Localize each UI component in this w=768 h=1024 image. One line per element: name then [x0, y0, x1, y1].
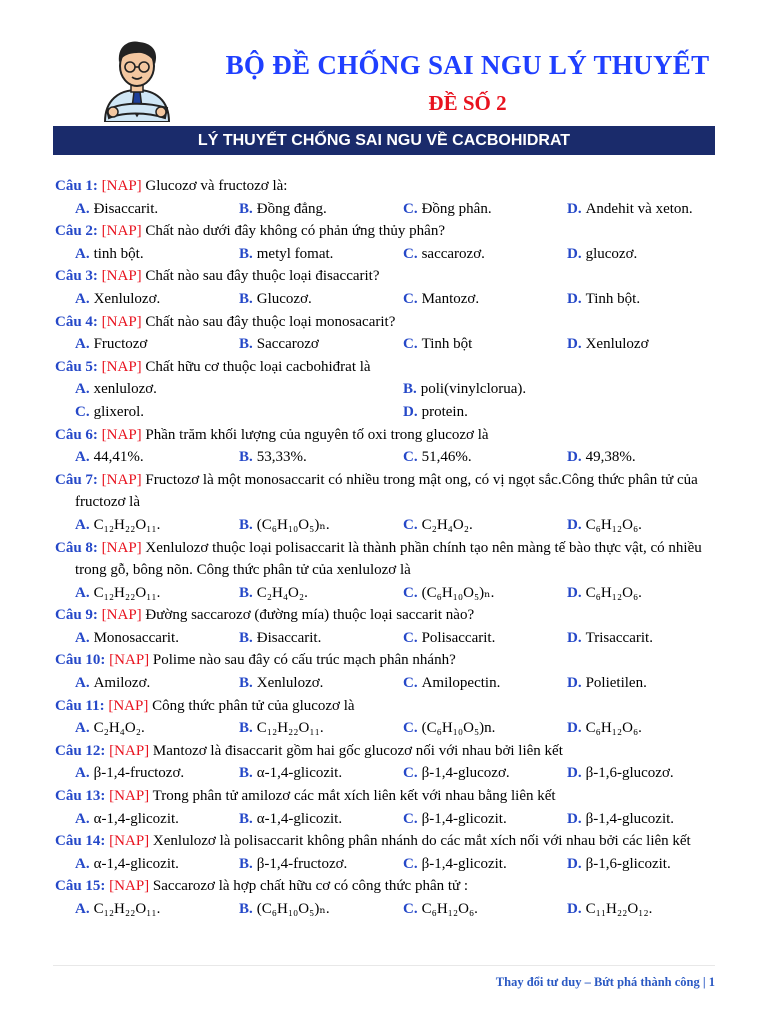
option-letter: D.	[567, 200, 582, 217]
answer-option	[403, 898, 567, 921]
option-letter: B.	[239, 336, 253, 353]
answer-option	[239, 898, 403, 921]
answer-option	[75, 672, 239, 695]
nap-tag: [NAP]	[101, 313, 142, 330]
option-text: C₂H₄O₂.	[93, 720, 145, 737]
option-letter: D.	[567, 290, 582, 307]
answer-option	[75, 198, 239, 221]
option-letter: C.	[403, 516, 418, 533]
option-letter: B.	[239, 810, 253, 827]
question-label: Câu 11:	[55, 697, 105, 714]
section-banner: LÝ THUYẾT CHỐNG SAI NGU VỀ CACBOHIDRAT	[53, 126, 715, 155]
option-letter: B.	[239, 629, 253, 646]
option-text: Mantozơ.	[421, 290, 480, 307]
option-text: α-1,4-glicozit.	[93, 855, 179, 872]
option-letter: A.	[75, 381, 90, 398]
option-text: C₁₂H₂₂O₁₁.	[93, 516, 161, 533]
question-14	[55, 830, 735, 853]
nap-tag: [NAP]	[101, 178, 142, 194]
option-letter: D.	[567, 765, 582, 782]
option-letter: D.	[567, 336, 582, 353]
question-text: Polime nào sau đây có cấu trúc mạch phân nhánh?	[152, 652, 456, 669]
question-12	[55, 740, 735, 763]
option-text: Saccarozơ	[256, 336, 319, 353]
question-text: Glucozơ và fructozơ là:	[145, 178, 288, 194]
question-label: Câu 9:	[55, 607, 98, 624]
option-letter: C.	[403, 629, 418, 646]
nap-tag: [NAP]	[101, 539, 142, 556]
answer-options	[55, 853, 735, 876]
option-text: α-1,4-glicozit.	[93, 810, 179, 827]
option-letter: B.	[239, 855, 253, 872]
option-letter: D.	[403, 403, 418, 420]
option-letter: D.	[567, 629, 582, 646]
option-text: (C₆H₁₀O₅)ₙ.	[256, 516, 330, 533]
answer-options	[55, 198, 735, 221]
option-letter: D.	[567, 810, 582, 827]
answer-option	[567, 808, 717, 831]
option-letter: D.	[567, 245, 582, 262]
question-text: Saccarozơ là hợp chất hữu cơ có công thức phân tử :	[152, 878, 469, 895]
answer-option	[567, 198, 717, 221]
question-text: Xenlulozơ thuộc loại polisaccarit là thành phần chính tạo nên màng tế bào thực vật, có nhiều trong gỗ, bông nõn. Công thức phân tử của xenlulozơ là	[75, 539, 702, 579]
option-letter: B.	[239, 516, 253, 533]
option-letter: C.	[403, 765, 418, 782]
option-letter: B.	[239, 584, 253, 601]
question-text: Phần trăm khối lượng của nguyên tố oxi trong glucozơ là	[145, 426, 489, 443]
option-letter: B.	[239, 901, 253, 917]
answer-option	[403, 514, 567, 537]
answer-option	[403, 627, 567, 650]
answer-option	[567, 672, 717, 695]
option-letter: C.	[403, 810, 418, 827]
option-text: Polisaccarit.	[421, 629, 496, 646]
answer-option	[75, 808, 239, 831]
question-label: Câu 6:	[55, 426, 98, 443]
answer-option	[75, 514, 239, 537]
answer-option	[75, 333, 239, 356]
option-letter: A.	[75, 449, 90, 466]
option-letter: B.	[239, 449, 253, 466]
option-text: xenlulozơ.	[93, 381, 157, 398]
question-label: Câu 12:	[55, 742, 106, 759]
nap-tag: [NAP]	[109, 878, 150, 895]
option-letter: D.	[567, 720, 582, 737]
option-letter: D.	[567, 516, 582, 533]
option-letter: B.	[239, 245, 253, 262]
option-text: C₆H₁₂O₆.	[585, 584, 642, 601]
question-1	[55, 175, 735, 198]
question-label: Câu 10:	[55, 652, 106, 669]
option-text: C₁₂H₂₂O₁₁.	[93, 901, 161, 917]
option-text: glucozơ.	[585, 245, 638, 262]
nap-tag: [NAP]	[101, 358, 142, 375]
nap-tag: [NAP]	[108, 697, 149, 714]
option-letter: C.	[403, 200, 418, 217]
option-text: Tinh bột.	[585, 290, 641, 307]
question-text: Chất nào sau đây thuộc loại đisaccarit?	[145, 268, 380, 285]
answer-option	[239, 627, 403, 650]
option-text: Xenlulozơ.	[93, 290, 161, 307]
option-text: Xenlulozơ.	[256, 675, 324, 692]
answer-option	[403, 672, 567, 695]
option-text: C₆H₁₂O₆.	[585, 516, 642, 533]
option-text: (C₆H₁₀O₅)ₙ.	[421, 584, 495, 601]
option-letter: C.	[403, 675, 418, 692]
option-text: (C₆H₁₀O₅)n.	[421, 720, 496, 737]
option-text: C₆H₁₂O₆.	[585, 720, 642, 737]
answer-options	[55, 243, 735, 266]
option-letter: A.	[75, 629, 90, 646]
question-text: Fructozơ là một monosaccarit có nhiều trong mật ong, có vị ngọt sắc.Công thức phân tử của fructozơ là	[75, 471, 698, 511]
answer-option	[239, 582, 403, 605]
option-text: β-1,6-glicozit.	[585, 855, 671, 872]
answer-option	[403, 401, 731, 424]
answer-options	[55, 446, 735, 469]
answer-option	[75, 762, 239, 785]
answer-options	[55, 627, 735, 650]
answer-option	[239, 243, 403, 266]
answer-option	[239, 672, 403, 695]
question-label: Câu 15:	[55, 878, 106, 895]
option-letter: A.	[75, 765, 90, 782]
option-letter: A.	[75, 245, 90, 262]
option-text: β-1,4-glicozit.	[421, 810, 507, 827]
answer-option	[239, 853, 403, 876]
answer-options	[55, 288, 735, 311]
option-letter: D.	[567, 855, 582, 872]
answer-option	[567, 627, 717, 650]
nap-tag: [NAP]	[109, 788, 150, 805]
document-title: BỘ ĐỀ CHỐNG SAI NGU LÝ THUYẾT	[225, 50, 710, 80]
answer-option	[403, 808, 567, 831]
answer-option	[403, 288, 567, 311]
option-text: glixerol.	[93, 403, 144, 420]
answer-option	[75, 243, 239, 266]
option-text: Đisaccarit.	[93, 200, 159, 217]
page-footer: Thay đổi tư duy – Bứt phá thành công | 1	[495, 975, 715, 989]
option-text: C₁₁H₂₂O₁₂.	[585, 901, 653, 917]
option-letter: D.	[567, 449, 582, 466]
option-text: 44,41%.	[93, 449, 144, 466]
answer-options	[55, 378, 735, 423]
option-letter: A.	[75, 675, 90, 692]
question-8	[55, 537, 735, 582]
answer-option	[75, 717, 239, 740]
option-letter: B.	[239, 675, 253, 692]
option-letter: A.	[75, 855, 90, 872]
question-text: Chất nào sau đây thuộc loại monosacarit?	[145, 313, 396, 330]
option-letter: D.	[567, 584, 582, 601]
option-letter: A.	[75, 720, 90, 737]
answer-option	[403, 762, 567, 785]
question-text: Trong phân tử amilozơ các mắt xích liên kết với nhau bằng liên kết	[152, 788, 556, 805]
option-text: Trisaccarit.	[585, 629, 653, 646]
answer-option	[567, 446, 717, 469]
question-label: Câu 14:	[55, 833, 106, 850]
answer-option	[567, 762, 717, 785]
answer-option	[403, 853, 567, 876]
option-text: Fructozơ	[93, 336, 148, 353]
answer-option	[75, 401, 403, 424]
question-text: Chất hữu cơ thuộc loại cacbohiđrat là	[145, 358, 371, 375]
option-text: tinh bột.	[93, 245, 144, 262]
option-text: Xenlulozơ	[585, 336, 649, 353]
option-letter: C.	[403, 720, 418, 737]
nap-tag: [NAP]	[101, 268, 142, 285]
answer-options	[55, 717, 735, 740]
question-label: Câu 1:	[55, 178, 98, 194]
question-text: Mantozơ là đisaccarit gồm hai gốc glucozơ nối với nhau bởi liên kết	[152, 742, 563, 759]
option-letter: D.	[567, 901, 582, 917]
question-10	[55, 649, 735, 672]
answer-option	[75, 288, 239, 311]
option-letter: C.	[403, 584, 418, 601]
option-letter: A.	[75, 200, 90, 217]
question-3	[55, 265, 735, 288]
option-letter: B.	[239, 290, 253, 307]
option-letter: B.	[239, 720, 253, 737]
option-letter: B.	[239, 765, 253, 782]
option-letter: A.	[75, 901, 90, 917]
answer-options	[55, 672, 735, 695]
option-text: α-1,4-glicozit.	[256, 810, 343, 827]
answer-option	[239, 333, 403, 356]
question-text: Đường saccarozơ (đường mía) thuộc loại saccarit nào?	[145, 607, 475, 624]
option-text: Amilopectin.	[421, 675, 501, 692]
teacher-mascot-icon	[97, 38, 177, 122]
question-9	[55, 604, 735, 627]
answer-options	[55, 898, 735, 921]
option-letter: B.	[403, 381, 417, 398]
answer-option	[75, 446, 239, 469]
answer-option	[403, 333, 567, 356]
question-list	[55, 175, 735, 921]
option-letter: A.	[75, 810, 90, 827]
answer-option	[75, 378, 403, 401]
option-letter: A.	[75, 290, 90, 307]
answer-option	[567, 333, 717, 356]
option-text: C₂H₄O₂.	[256, 584, 308, 601]
nap-tag: [NAP]	[109, 833, 150, 850]
option-letter: C.	[403, 336, 418, 353]
answer-option	[567, 898, 717, 921]
option-text: β-1,4-glucozơ.	[421, 765, 510, 782]
question-13	[55, 785, 735, 808]
option-letter: C.	[403, 290, 418, 307]
question-label: Câu 3:	[55, 268, 98, 285]
option-text: protein.	[421, 403, 468, 420]
option-text: β-1,6-glucozơ.	[585, 765, 674, 782]
option-text: Andehit và xeton.	[585, 200, 693, 217]
answer-option	[239, 446, 403, 469]
answer-options	[55, 808, 735, 831]
answer-option	[239, 288, 403, 311]
question-label: Câu 4:	[55, 313, 98, 330]
answer-option	[239, 514, 403, 537]
nap-tag: [NAP]	[101, 223, 142, 240]
answer-option	[403, 582, 567, 605]
option-letter: C.	[403, 901, 418, 917]
answer-options	[55, 333, 735, 356]
question-label: Câu 7:	[55, 471, 98, 488]
question-11	[55, 695, 735, 718]
answer-option	[75, 898, 239, 921]
answer-options	[55, 762, 735, 785]
question-15	[55, 875, 735, 898]
option-text: Monosaccarit.	[93, 629, 179, 646]
question-text: Xenlulozơ là polisaccarit không phân nhánh do các mắt xích nối với nhau bởi các liên kết	[152, 833, 691, 850]
answer-option	[567, 288, 717, 311]
question-6	[55, 424, 735, 447]
question-label: Câu 5:	[55, 358, 98, 375]
question-label: Câu 2:	[55, 223, 98, 240]
answer-option	[239, 717, 403, 740]
answer-option	[75, 627, 239, 650]
option-letter: D.	[567, 675, 582, 692]
question-2	[55, 220, 735, 243]
question-label: Câu 13:	[55, 788, 106, 805]
answer-option	[75, 582, 239, 605]
option-letter: C.	[75, 403, 90, 420]
option-text: metyl fomat.	[256, 245, 334, 262]
option-letter: C.	[403, 449, 418, 466]
option-letter: A.	[75, 336, 90, 353]
option-text: 49,38%.	[585, 449, 636, 466]
answer-option	[403, 243, 567, 266]
answer-option	[567, 514, 717, 537]
nap-tag: [NAP]	[101, 607, 142, 624]
answer-option	[239, 198, 403, 221]
option-text: β-1,4-fructozơ.	[256, 855, 348, 872]
footer-divider	[53, 965, 715, 966]
answer-options	[55, 582, 735, 605]
document-subtitle: ĐỀ SỐ 2	[428, 91, 507, 115]
option-text: Glucozơ.	[256, 290, 312, 307]
option-text: α-1,4-glicozit.	[256, 765, 343, 782]
option-text: Đồng đẳng.	[256, 200, 327, 217]
option-text: C₁₂H₂₂O₁₁.	[256, 720, 324, 737]
option-letter: C.	[403, 245, 418, 262]
option-text: Amilozơ.	[93, 675, 151, 692]
option-letter: B.	[239, 200, 253, 217]
answer-option	[403, 198, 567, 221]
answer-option	[403, 378, 731, 401]
option-text: Đồng phân.	[421, 200, 492, 217]
option-text: Tinh bột	[421, 336, 473, 353]
option-text: poli(vinylclorua).	[420, 381, 527, 398]
nap-tag: [NAP]	[101, 426, 142, 443]
answer-option	[239, 762, 403, 785]
question-text: Chất nào dưới đây không có phản ứng thủy phân?	[145, 223, 445, 240]
question-4	[55, 311, 735, 334]
option-letter: A.	[75, 516, 90, 533]
option-text: Polietilen.	[585, 675, 647, 692]
answer-option	[567, 717, 717, 740]
question-label: Câu 8:	[55, 539, 98, 556]
nap-tag: [NAP]	[109, 652, 150, 669]
option-text: (C₆H₁₀O₅)ₙ.	[256, 901, 330, 917]
option-letter: C.	[403, 855, 418, 872]
option-text: 53,33%.	[256, 449, 307, 466]
answer-options	[55, 514, 735, 537]
option-text: β-1,4-fructozơ.	[93, 765, 185, 782]
option-text: C₂H₄O₂.	[421, 516, 473, 533]
answer-option	[567, 243, 717, 266]
option-letter: A.	[75, 584, 90, 601]
question-5	[55, 356, 735, 379]
page-header	[0, 0, 768, 149]
question-7	[55, 469, 735, 514]
answer-option	[567, 853, 717, 876]
question-text: Công thức phân tử của glucozơ là	[152, 697, 355, 714]
option-text: β-1,4-glicozit.	[421, 855, 507, 872]
answer-option	[75, 853, 239, 876]
answer-option	[239, 808, 403, 831]
nap-tag: [NAP]	[101, 471, 142, 488]
answer-option	[403, 446, 567, 469]
answer-option	[567, 582, 717, 605]
option-text: 51,46%.	[421, 449, 472, 466]
nap-tag: [NAP]	[109, 742, 150, 759]
option-text: β-1,4-glucozit.	[585, 810, 675, 827]
option-text: C₆H₁₂O₆.	[421, 901, 478, 917]
option-text: saccarozơ.	[421, 245, 485, 262]
option-text: Đisaccarit.	[256, 629, 322, 646]
answer-option	[403, 717, 567, 740]
option-text: C₁₂H₂₂O₁₁.	[93, 584, 161, 601]
